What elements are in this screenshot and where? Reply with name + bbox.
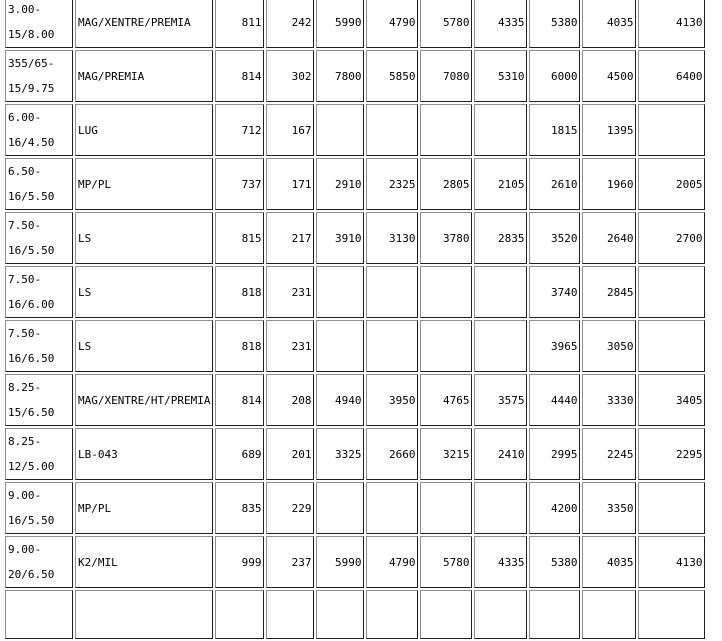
value-cell-2 (266, 590, 314, 639)
value-cell-5 (420, 482, 472, 534)
value-cell-1: 811 (215, 0, 264, 48)
value-cell-9: 2005 (638, 158, 705, 210)
size-line-2: 16/5.50 (8, 244, 55, 257)
value-cell-7: 2610 (529, 158, 580, 210)
pattern-cell: MP/PL (75, 158, 213, 210)
value-cell-6 (474, 482, 527, 534)
pattern-cell: K2/MIL (75, 536, 213, 588)
value-cell-5 (420, 104, 472, 156)
value-cell-7 (529, 590, 580, 639)
value-cell-8: 4035 (582, 0, 636, 48)
table-row (5, 50, 705, 102)
value-cell-1: 818 (215, 266, 264, 318)
value-cell-4 (366, 104, 418, 156)
value-cell-4: 3950 (366, 374, 418, 426)
size-line-2: 15/9.75 (8, 82, 55, 95)
pattern-cell: MP/PL (75, 482, 213, 534)
value-cell-2: 231 (266, 320, 314, 372)
value-cell-2: 217 (266, 212, 314, 264)
value-cell-6: 5310 (474, 50, 527, 102)
value-cell-4: 5850 (366, 50, 418, 102)
size-line-1: 7.50- (8, 219, 42, 232)
value-cell-6: 2105 (474, 158, 527, 210)
value-cell-3 (316, 266, 364, 318)
table-body (5, 0, 705, 639)
value-cell-1: 835 (215, 482, 264, 534)
value-cell-8: 2845 (582, 266, 636, 318)
value-cell-9: 2700 (638, 212, 705, 264)
value-cell-2: 171 (266, 158, 314, 210)
value-cell-9 (638, 320, 705, 372)
value-cell-8 (582, 590, 636, 639)
value-cell-2: 242 (266, 0, 314, 48)
value-cell-8: 4500 (582, 50, 636, 102)
value-cell-8: 3330 (582, 374, 636, 426)
pattern-cell: MAG/PREMIA (75, 50, 213, 102)
size-line-2: 15/8.00 (8, 28, 55, 41)
size-line-2: 16/6.00 (8, 298, 55, 311)
size-line-2: 15/6.50 (8, 406, 55, 419)
table-row (5, 536, 705, 588)
pattern-cell: LS (75, 266, 213, 318)
value-cell-7: 5380 (529, 536, 580, 588)
value-cell-8: 4035 (582, 536, 636, 588)
size-line-1: 7.50- (8, 273, 42, 286)
value-cell-1: 814 (215, 374, 264, 426)
size-line-1: 355/65- (8, 57, 55, 70)
value-cell-1: 814 (215, 50, 264, 102)
size-line-1: 6.00- (8, 111, 42, 124)
value-cell-2: 229 (266, 482, 314, 534)
value-cell-5 (420, 320, 472, 372)
value-cell-3 (316, 104, 364, 156)
value-cell-4: 4790 (366, 0, 418, 48)
size-cell (5, 0, 73, 48)
value-cell-7: 3965 (529, 320, 580, 372)
size-cell (5, 590, 73, 639)
value-cell-2: 167 (266, 104, 314, 156)
size-line-1: 8.25- (8, 435, 42, 448)
value-cell-9: 6400 (638, 50, 705, 102)
size-cell (5, 374, 73, 426)
value-cell-2: 208 (266, 374, 314, 426)
table-row (5, 428, 705, 480)
value-cell-1: 818 (215, 320, 264, 372)
size-line-2: 16/5.50 (8, 190, 55, 203)
size-cell (5, 536, 73, 588)
table-row (5, 374, 705, 426)
size-cell (5, 428, 73, 480)
value-cell-5: 3780 (420, 212, 472, 264)
value-cell-9: 4130 (638, 536, 705, 588)
table-row (5, 590, 705, 639)
value-cell-1: 737 (215, 158, 264, 210)
value-cell-2: 237 (266, 536, 314, 588)
pattern-cell: LS (75, 212, 213, 264)
value-cell-5: 2805 (420, 158, 472, 210)
value-cell-5: 5780 (420, 0, 472, 48)
value-cell-1 (215, 590, 264, 639)
table-row (5, 158, 705, 210)
table-row (5, 266, 705, 318)
value-cell-8: 3050 (582, 320, 636, 372)
size-cell (5, 104, 73, 156)
size-line-2: 16/5.50 (8, 514, 55, 527)
value-cell-5: 4765 (420, 374, 472, 426)
pattern-cell: LB-043 (75, 428, 213, 480)
value-cell-4 (366, 482, 418, 534)
value-cell-6: 2410 (474, 428, 527, 480)
size-line-2: 16/4.50 (8, 136, 55, 149)
value-cell-6 (474, 266, 527, 318)
value-cell-3: 3325 (316, 428, 364, 480)
size-line-2: 20/6.50 (8, 568, 55, 581)
value-cell-3: 7800 (316, 50, 364, 102)
value-cell-3: 5990 (316, 536, 364, 588)
value-cell-1: 689 (215, 428, 264, 480)
value-cell-7: 3740 (529, 266, 580, 318)
value-cell-9: 2295 (638, 428, 705, 480)
value-cell-2: 201 (266, 428, 314, 480)
value-cell-3: 4940 (316, 374, 364, 426)
value-cell-8: 2245 (582, 428, 636, 480)
size-line-2: 16/6.50 (8, 352, 55, 365)
pattern-cell (75, 590, 213, 639)
value-cell-6 (474, 104, 527, 156)
value-cell-1: 815 (215, 212, 264, 264)
value-cell-3: 3910 (316, 212, 364, 264)
value-cell-9: 4130 (638, 0, 705, 48)
value-cell-4: 2660 (366, 428, 418, 480)
value-cell-4: 4790 (366, 536, 418, 588)
value-cell-5 (420, 266, 472, 318)
value-cell-4 (366, 320, 418, 372)
table-row (5, 212, 705, 264)
value-cell-9 (638, 482, 705, 534)
value-cell-7: 6000 (529, 50, 580, 102)
size-line-1: 9.00- (8, 489, 42, 502)
value-cell-6: 3575 (474, 374, 527, 426)
value-cell-7: 5380 (529, 0, 580, 48)
value-cell-4 (366, 266, 418, 318)
value-cell-8: 1960 (582, 158, 636, 210)
size-cell (5, 212, 73, 264)
value-cell-1: 712 (215, 104, 264, 156)
value-cell-6 (474, 590, 527, 639)
value-cell-5: 7080 (420, 50, 472, 102)
pattern-cell: MAG/XENTRE/HT/PREMIA (75, 374, 213, 426)
value-cell-2: 231 (266, 266, 314, 318)
value-cell-7: 4200 (529, 482, 580, 534)
table-row (5, 320, 705, 372)
value-cell-9 (638, 104, 705, 156)
size-line-1: 6.50- (8, 165, 42, 178)
value-cell-9 (638, 590, 705, 639)
value-cell-7: 4440 (529, 374, 580, 426)
value-cell-3: 2910 (316, 158, 364, 210)
value-cell-8: 3350 (582, 482, 636, 534)
value-cell-6: 4335 (474, 536, 527, 588)
value-cell-8: 2640 (582, 212, 636, 264)
value-cell-1: 999 (215, 536, 264, 588)
value-cell-9 (638, 266, 705, 318)
table-row (5, 482, 705, 534)
size-cell (5, 482, 73, 534)
value-cell-3 (316, 590, 364, 639)
size-line-1: 3.00- (8, 3, 42, 16)
size-cell (5, 266, 73, 318)
pattern-cell: LUG (75, 104, 213, 156)
value-cell-5: 5780 (420, 536, 472, 588)
size-cell (5, 50, 73, 102)
value-cell-5: 3215 (420, 428, 472, 480)
value-cell-3: 5990 (316, 0, 364, 48)
table-row (5, 0, 705, 48)
value-cell-3 (316, 320, 364, 372)
pattern-cell: LS (75, 320, 213, 372)
pattern-cell: MAG/XENTRE/PREMIA (75, 0, 213, 48)
value-cell-2: 302 (266, 50, 314, 102)
value-cell-5 (420, 590, 472, 639)
value-cell-7: 1815 (529, 104, 580, 156)
value-cell-4: 3130 (366, 212, 418, 264)
size-line-1: 9.00- (8, 543, 42, 556)
value-cell-6: 2835 (474, 212, 527, 264)
value-cell-6 (474, 320, 527, 372)
size-cell (5, 158, 73, 210)
value-cell-4 (366, 590, 418, 639)
value-cell-3 (316, 482, 364, 534)
table-row (5, 104, 705, 156)
size-cell (5, 320, 73, 372)
size-line-1: 8.25- (8, 381, 42, 394)
value-cell-9: 3405 (638, 374, 705, 426)
value-cell-6: 4335 (474, 0, 527, 48)
value-cell-7: 3520 (529, 212, 580, 264)
size-line-2: 12/5.00 (8, 460, 55, 473)
tyre-price-table (3, 0, 707, 641)
size-line-1: 7.50- (8, 327, 42, 340)
value-cell-7: 2995 (529, 428, 580, 480)
value-cell-4: 2325 (366, 158, 418, 210)
value-cell-8: 1395 (582, 104, 636, 156)
